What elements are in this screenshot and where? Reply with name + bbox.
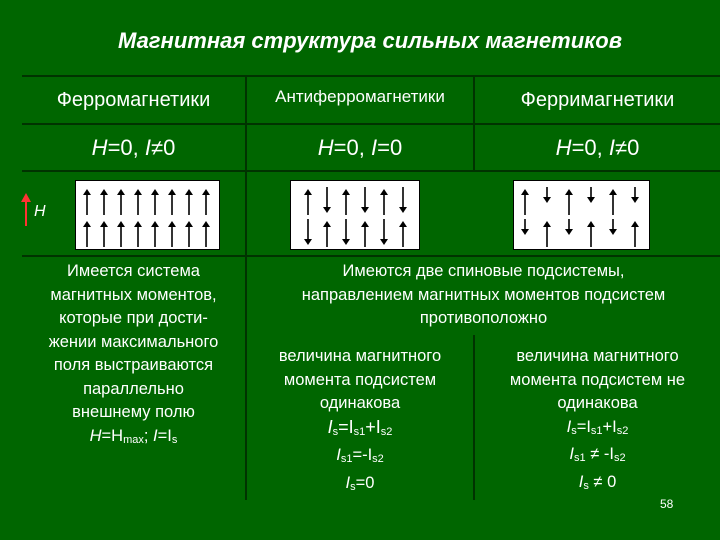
- symbol-I: I: [608, 134, 615, 160]
- text-line: одинакова: [557, 394, 638, 412]
- text-line: жении максимального: [48, 332, 219, 351]
- header-antiferromagnetics: Антиферромагнетики: [275, 87, 445, 106]
- subscript: s: [583, 479, 589, 492]
- ferro-formula: [90, 425, 178, 453]
- spin-up-icon: [304, 189, 314, 215]
- formula-part: =I: [157, 426, 172, 445]
- text-line: поля выстраиваются: [53, 356, 214, 374]
- ferro-description: [22, 260, 245, 460]
- spin-up-icon: [521, 189, 531, 215]
- symbol-H: H: [555, 134, 572, 160]
- spin-up-icon: [185, 189, 195, 215]
- spin-up-icon: [134, 189, 144, 215]
- spin-down-icon: [399, 187, 409, 213]
- spin-down-icon: [304, 219, 314, 245]
- formula-value: 0: [163, 134, 176, 160]
- text-line: Имеются две спиновые подсистемы,: [342, 262, 625, 280]
- formula-part: +I: [602, 417, 617, 436]
- text-line: величина магнитного: [278, 347, 442, 365]
- formula-part: =-I: [352, 446, 373, 464]
- spin-up-icon: [100, 189, 110, 215]
- spin-down-icon: [361, 187, 371, 213]
- spin-up-icon: [83, 189, 93, 215]
- subscript: s2: [613, 452, 626, 464]
- symbol: I: [345, 473, 351, 492]
- spin-down-icon: [609, 219, 619, 235]
- spin-up-icon: [323, 221, 333, 247]
- symbol: I: [566, 417, 572, 436]
- spin-up-icon: [185, 221, 195, 247]
- spin-down-icon: [565, 219, 575, 235]
- spin-down-icon: [521, 219, 531, 235]
- formula-part: ≠ -I: [585, 445, 614, 463]
- ferro-spin-diagram: [75, 180, 220, 250]
- ferri-description: [475, 345, 720, 495]
- text-line: момента подсистем не: [509, 370, 686, 389]
- subscript: s: [332, 425, 339, 438]
- formula-part: =I: [338, 416, 354, 437]
- symbol: I: [336, 446, 341, 464]
- field-direction-icon: [20, 193, 32, 227]
- spin-down-icon: [323, 187, 333, 213]
- text-line: одинакова: [319, 394, 401, 412]
- text-line: которые при дости-: [59, 309, 208, 327]
- subscript: s2: [372, 453, 384, 465]
- grid-line: [22, 255, 720, 257]
- subscript: s1: [590, 424, 603, 437]
- spin-down-icon: [380, 219, 390, 245]
- formula-part: =0,: [571, 134, 609, 160]
- spin-up-icon: [151, 189, 161, 215]
- spin-up-icon: [587, 221, 597, 247]
- subscript: s2: [616, 424, 629, 437]
- symbol-H: H: [89, 426, 102, 445]
- formula-part: =0: [355, 473, 375, 492]
- formula-part: =0,: [107, 134, 145, 160]
- text-line: противоположно: [419, 309, 548, 327]
- ferri-formula-3: [579, 471, 617, 499]
- formula-part: =0,: [333, 134, 371, 160]
- text-line: момента подсистем: [283, 370, 437, 389]
- subscript: s: [350, 480, 356, 493]
- formula-part: =I: [576, 417, 591, 436]
- spin-up-icon: [117, 189, 127, 215]
- formula-part: +I: [365, 416, 381, 437]
- spin-down-icon: [342, 219, 352, 245]
- symbol-H: H: [317, 134, 334, 160]
- formula-part: ;: [143, 426, 154, 445]
- text-line: направлением магнитных моментов подсистем: [301, 285, 666, 304]
- text-line: Имеется система: [67, 262, 200, 280]
- subscript: s: [571, 424, 577, 437]
- formula-operator: ≠: [151, 134, 164, 160]
- text-line: магнитных моментов,: [50, 285, 217, 304]
- spin-up-icon: [134, 221, 144, 247]
- spin-up-icon: [543, 221, 553, 247]
- antiferro-formula-1: [328, 416, 393, 445]
- spin-up-icon: [342, 189, 352, 215]
- symbol: I: [569, 445, 575, 463]
- spin-up-icon: [609, 189, 619, 215]
- formula-value: 0: [627, 134, 640, 160]
- spin-up-icon: [100, 221, 110, 247]
- field-label: H: [34, 203, 46, 220]
- antiferro-spin-diagram: [290, 180, 420, 250]
- spin-up-icon: [361, 221, 371, 247]
- ferri-formula-1: [567, 416, 629, 444]
- ferri-formula-2: [569, 443, 625, 471]
- page-number: 58: [660, 497, 674, 511]
- formula-ferro: [22, 125, 245, 170]
- slide-title: Магнитная структура сильных магнетиков: [117, 28, 623, 53]
- subscript: s1: [353, 425, 366, 438]
- symbol: I: [327, 416, 333, 437]
- spin-up-icon: [168, 189, 178, 215]
- grid-line: [22, 170, 720, 172]
- spin-up-icon: [631, 221, 641, 247]
- symbol-H: H: [91, 134, 108, 160]
- spin-up-icon: [117, 221, 127, 247]
- header-ferromagnetics: Ферромагнетики: [56, 88, 211, 111]
- spin-up-icon: [151, 221, 161, 247]
- formula-antiferro: [247, 125, 473, 170]
- subscript: max: [123, 433, 144, 446]
- formula-value: 0: [389, 134, 403, 160]
- subscript: s: [171, 433, 178, 446]
- spin-up-icon: [202, 189, 212, 215]
- ferri-spin-diagram: [513, 180, 650, 250]
- subscript: s1: [574, 452, 586, 464]
- shared-description: [247, 260, 720, 334]
- symbol-I: I: [144, 134, 151, 160]
- antiferro-formula-3: [346, 472, 375, 500]
- spin-up-icon: [83, 221, 93, 247]
- spin-down-icon: [587, 187, 597, 203]
- formula-operator: =: [377, 134, 390, 160]
- header-ferrimagnetics: Ферримагнетики: [520, 88, 675, 111]
- spin-down-icon: [631, 187, 641, 203]
- text-line: величина магнитного: [516, 347, 679, 365]
- spin-up-icon: [168, 221, 178, 247]
- subscript: s1: [340, 453, 353, 465]
- spin-up-icon: [202, 221, 212, 247]
- symbol-I: I: [153, 426, 158, 445]
- antiferro-formula-2: [336, 444, 384, 472]
- formula-operator: ≠: [615, 134, 628, 160]
- spin-down-icon: [543, 187, 553, 203]
- subscript: s2: [380, 425, 393, 438]
- spin-up-icon: [399, 221, 409, 247]
- formula-part: ≠ 0: [588, 472, 617, 491]
- antiferro-description: [247, 345, 473, 495]
- formula-part: =H: [101, 426, 124, 445]
- formula-ferri: [475, 125, 720, 170]
- text-line: внешнему полю: [72, 403, 195, 421]
- text-line: параллельно: [83, 379, 184, 398]
- symbol-I: I: [370, 134, 378, 160]
- spin-up-icon: [380, 189, 390, 215]
- symbol: I: [578, 472, 584, 491]
- spin-up-icon: [565, 189, 575, 215]
